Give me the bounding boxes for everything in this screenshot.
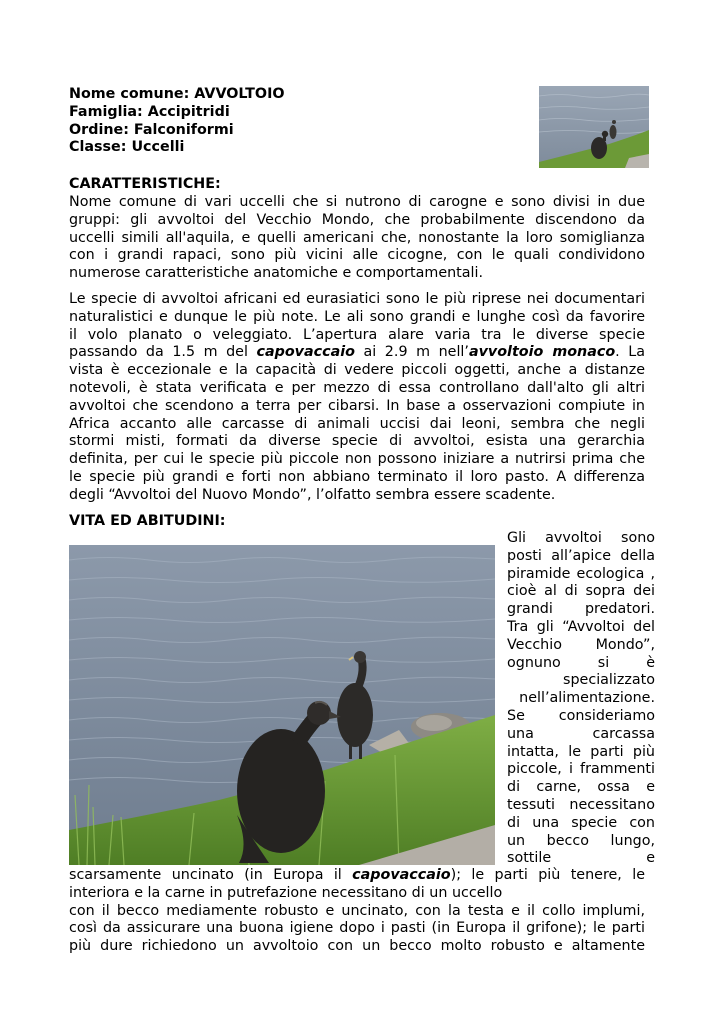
large-vultures-photo	[69, 545, 495, 865]
text-line: vista è eccezionale e la capacità di vedere piccoli oggetti, anche a distanze	[69, 362, 645, 379]
species-capovaccaio-2: capovaccaio	[352, 867, 451, 883]
text-line: più dure richiedono un avvoltoio con un becco molto robusto e altamente	[69, 938, 645, 955]
text-run: . La	[615, 344, 645, 361]
text-line: Vecchio Mondo”,	[507, 636, 655, 653]
text-line: di una specie con	[507, 814, 655, 831]
text-line: ognuno si è	[507, 654, 655, 671]
text-line: Se consideriamo	[507, 707, 655, 724]
text-run: passando da 1.5 m del	[69, 344, 257, 361]
text-line: stormi misti, formati da diverse specie di avvoltoi, esista una gerarchia	[69, 433, 645, 450]
species-avvoltoio-monaco: avvoltoio monaco	[468, 344, 616, 361]
common-name: Nome comune: AVVOLTOIO	[69, 86, 285, 102]
text-line: con il becco mediamente robusto e uncinato, con la testa e il collo implumi,	[69, 902, 645, 919]
text-line: notevoli, è stata verificata e per mezzo di essa controllano dall'alto gli altri	[69, 379, 645, 396]
section-title-caratteristiche: CARATTERISTICHE:	[69, 176, 221, 192]
text-line: il volo planato o veleggiato. L’apertura alare varia tra le diverse specie	[69, 326, 645, 343]
text-line: numerose caratteristiche anatomiche e comportamentali.	[69, 265, 484, 282]
text-line: così da assicurare una buona igiene dopo i pasti (in Europa il grifone); le parti	[69, 920, 645, 937]
order: Ordine: Falconiformi	[69, 121, 234, 138]
text-line: posti all’apice della	[507, 547, 655, 564]
text-line: piramide ecologica ,	[507, 565, 655, 582]
text-line	[69, 344, 645, 362]
text-line: specializzato	[563, 672, 655, 689]
side-text-lines	[507, 530, 655, 868]
text-line: Le specie di avvoltoi africani ed eurasiatici sono le più riprese nei documentari	[69, 291, 645, 307]
text-line: cioè al di sopra dei	[507, 583, 655, 600]
text-line: Gli avvoltoi sono	[507, 530, 655, 546]
section-title-vita-abitudini: VITA ED ABITUDINI:	[69, 513, 226, 529]
family: Famiglia: Accipitridi	[69, 103, 230, 120]
text-line: degli “Avvoltoi del Nuovo Mondo”, l’olfatto sembra essere scadente.	[69, 486, 556, 503]
text-line	[69, 867, 645, 885]
paragraph-species	[69, 291, 645, 505]
text-line: intatta, le parti più	[507, 743, 655, 760]
text-line: Tra gli “Avvoltoi del	[507, 618, 655, 635]
paragraph-beaks	[69, 867, 645, 956]
text-line: le specie più grandi e forti non abbiano terminato il loro pasto. A differenza	[69, 468, 645, 485]
class: Classe: Uccelli	[69, 139, 185, 156]
text-line: uccelli simili all'aquila, e quelli americani che, nonostante la loro somiglianza	[69, 229, 645, 246]
text-line: definita, per cui le specie più piccole non possono iniziare a nutrirsi prima che	[69, 451, 645, 468]
text-line: con i grandi rapaci, sono più vicini alle cicogne, con le quali condividono	[69, 247, 645, 264]
paragraph-intro	[69, 194, 645, 283]
text-line: tessuti necessitano	[507, 796, 655, 813]
text-line: piccole, i frammenti	[507, 761, 655, 778]
small-vulture-photo	[539, 86, 649, 168]
text-line: sottile e	[507, 850, 655, 867]
text-line: nell’alimentazione.	[519, 690, 655, 707]
text-run: ai 2.9 m nell’	[354, 344, 469, 361]
text-line: grandi predatori.	[507, 601, 655, 618]
text-line: Africa accanto alle carcasse di animali uccisi dai leoni, sembra che negli	[69, 415, 645, 432]
text-line: naturalistici e dunque le più note. Le ali sono grandi e lunghe così da favorire	[69, 308, 645, 325]
text-run: ); le parti più tenere, le	[450, 867, 645, 883]
text-line: una carcassa	[507, 725, 655, 742]
text-line: Nome comune di vari uccelli che si nutrono di carogne e sono divisi in due	[69, 194, 645, 210]
text-run: scarsamente uncinato (in Europa il	[69, 867, 353, 883]
text-line: avvoltoi che scendono a terra per cibarsi. In base a osservazioni compiute in	[69, 397, 645, 414]
species-header	[69, 86, 285, 157]
text-line: gruppi: gli avvoltoi del Vecchio Mondo, che probabilmente discendono da	[69, 211, 645, 228]
text-line: interiora e la carne in putrefazione necessitano di un uccello	[69, 884, 503, 901]
text-line: un becco lungo,	[507, 832, 655, 849]
text-line: di carne, ossa e	[507, 779, 655, 796]
species-capovaccaio: capovaccaio	[256, 344, 355, 361]
